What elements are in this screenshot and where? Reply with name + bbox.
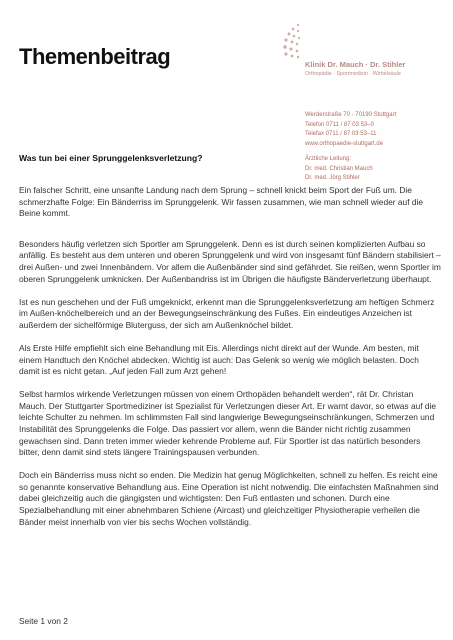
brand-name: Klinik Dr. Mauch · Dr. Stihler — [305, 60, 406, 69]
fax: Telefax 0711 / 87 03 53–11 — [305, 131, 377, 138]
staff-name: Dr. med. Jörg Stihler — [305, 175, 360, 182]
article-paragraph: Doch ein Bänderriss muss nicht so enden. Die Medizin hat genug Möglichkeiten, schnell zu helfen. Es reicht eine so genannte konservative Behandlung aus. Eine Operation ist nicht notwendig. Die einfachsten Maßnahmen sind dabei gleichzeitig auch die gängigsten und wichtigsten: Den Fuß entlasten und schonen. Durch eine Spezialbehandlung mit einer abnehmbaren Schiene (Aircast) und gleichzeitiger Physiotherapie verheilen die Bänder meist innerhalb von vier bis sechs Wochen vollständig. — [19, 470, 439, 527]
article-paragraph: Besonders häufig verletzen sich Sportler am Sprunggelenk. Denn es ist durch seinen komplizierten Aufbau so anfällig. Es besteht aus dem unteren und oberen Sprunggelenk und wird von insgesamt fünf Bändern stabilisiert – drei Außen- und zwei Innenbändern. Vor allem die Außenbänder sind sind gefährdet. Sie reißen, wenn Sportler im oberen Sprunggelenk umknicken. Der Außenbandriss ist im Übrigen die häufigste Bänderverletzung überhaupt. — [19, 238, 441, 284]
page-title: Themenbeitrag — [19, 44, 171, 69]
article-body — [19, 185, 441, 540]
contact-block — [305, 111, 396, 149]
staff-name: Dr. med. Christian Mauch — [305, 165, 373, 172]
article-paragraph: Als Erste Hilfe empfiehlt sich eine Behandlung mit Eis. Allerdings nicht direkt auf der Wunde. Am besten, mit einem Handtuch den Knöchel abdecken. Wichtig ist auch: Das Gelenk so wenig wie möglich belasten. Doch damit ist es nicht getan. „Auf jeden Fall zum Arzt gehen! — [19, 342, 419, 377]
article-paragraph: Selbst harmlos wirkende Verletzungen müssen von einem Orthopäden behandelt werden“, rät Dr. Christan Mauch. Der Stuttgarter Sportmediziner ist Spezialist für Verletzungen dieser Art. Er warnt davor, so etwas auf die leichte Schulter zu nehmen. Im schlimmsten Fall sind langwierige Bewegungseinschränkungen, Schmerzen und Instabilität des Sprunggelenks die Folge. Das passiert vor allem, wenn die Bänder nicht richtig zusammen gewachsen sind. Dann treten immer wieder kehrende Probleme auf. Für Sportler ist das natürlich besonders bitter, denn damit sind stets längere Trainingspausen verbunden. — [19, 389, 437, 458]
address: Werderstraße 70 · 70190 Stuttgart — [305, 112, 397, 118]
staff-block — [305, 155, 373, 184]
brand-tagline: Orthopädie · Sportmedizin · Wirbelsäule — [305, 71, 401, 77]
staff-label: Ärztliche Leitung: — [305, 156, 352, 162]
page-number: Seite 1 von 2 — [19, 616, 68, 626]
phone: Telefon 0711 / 87 03 53–0 — [305, 121, 374, 128]
article-paragraph: Ist es nun geschehen und der Fuß umgeknickt, erkennt man die Sprunggelenksverletzung am heftigen Schmerz im Außen-knöchelbereich und an der Bewegungseinschränkung des Fußes. Ein eindeutiges Anzeichen ist außerdem der sichelförmige Bluterguss, der sich am Außenknöchel bildet. — [19, 296, 435, 330]
brand-block — [305, 60, 405, 77]
website-link[interactable]: www.orthopaedie-stuttgart.de — [305, 140, 384, 147]
article-lead-paragraph: Ein falscher Schritt, eine unsanfte Landung nach dem Sprung – schnell knickt beim Sport der Fuß um. Die schmerzhafte Folge: Ein Bänderriss im Sprunggelenk. Wir fassen zusammen, wie man schnell wieder auf die Beine kommt. — [19, 185, 424, 219]
article-subtitle: Was tun bei einer Sprunggelenksverletzung? — [19, 153, 203, 163]
clinic-logo-dots-icon — [262, 22, 302, 60]
